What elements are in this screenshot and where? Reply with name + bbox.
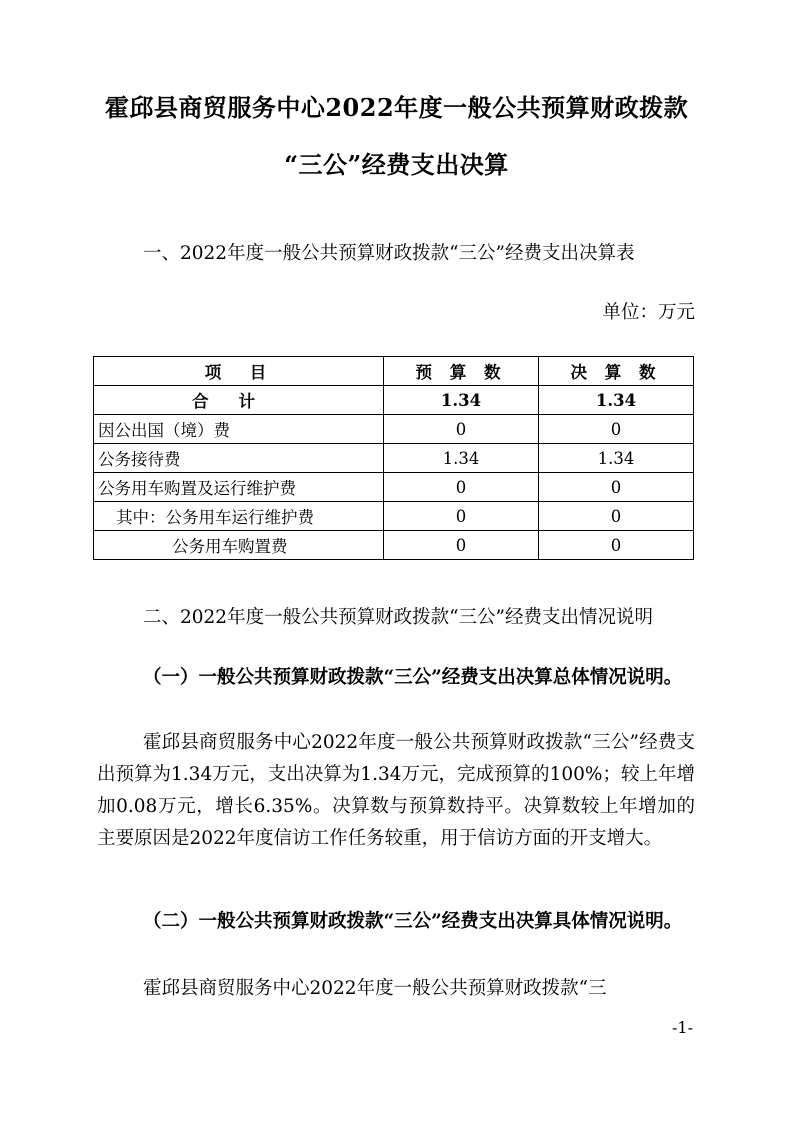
table-row <box>94 531 694 560</box>
row-actual: 0 <box>539 502 694 531</box>
table-row-total <box>94 386 694 415</box>
three-public-expenses-table <box>93 356 694 560</box>
row-label: 公务接待费 <box>94 444 384 473</box>
row-actual: 0 <box>539 415 694 444</box>
row-label: 因公出国（境）费 <box>94 415 384 444</box>
row-label: 公务用车购置及运行维护费 <box>94 473 384 502</box>
row-budget: 1.34 <box>384 386 539 415</box>
row-budget: 1.34 <box>384 444 539 473</box>
row-label: 合计 <box>94 386 384 415</box>
row-actual: 1.34 <box>539 444 694 473</box>
row-budget: 0 <box>384 502 539 531</box>
section1-heading: 一、2022年度一般公共预算财政拨款“三公”经费支出决算表 <box>143 243 635 264</box>
table-row <box>94 444 694 473</box>
subsection1-heading: （一）一般公共预算财政拨款“三公”经费支出决算总体情况说明。 <box>143 667 683 688</box>
subsection1-paragraph: 霍邱县商贸服务中心2022年度一般公共预算财政拨款“三公”经费支出预算为1.34万元，支出决算为1.34万元，完成预算的100%；较上年增加0.08万元，增长6.35%。决算数与预算数持平。决算数较上年增加的主要原因是2022年度信访工作任务较重，用于信访方面的开支增大。 <box>97 732 695 849</box>
row-budget: 0 <box>384 473 539 502</box>
table-row <box>94 502 694 531</box>
header-item: 项 目 <box>94 357 384 386</box>
header-actual: 决 算 数 <box>539 357 694 386</box>
subsection2-heading: （二）一般公共预算财政拨款“三公”经费支出决算具体情况说明。 <box>143 911 683 932</box>
row-label: 其中：公务用车运行维护费 <box>94 502 384 531</box>
document-title-line2: “三公”经费支出决算 <box>284 150 509 179</box>
table-header-row <box>94 357 694 386</box>
row-actual: 0 <box>539 473 694 502</box>
section2-heading: 二、2022年度一般公共预算财政拨款“三公”经费支出情况说明 <box>143 607 653 628</box>
row-budget: 0 <box>384 531 539 560</box>
row-budget: 0 <box>384 415 539 444</box>
page-number: -1- <box>672 1018 693 1037</box>
subsection2-paragraph: 霍邱县商贸服务中心2022年度一般公共预算财政拨款“三 <box>143 978 607 999</box>
row-label: 公务用车购置费 <box>94 531 384 560</box>
row-actual: 1.34 <box>539 386 694 415</box>
row-actual: 0 <box>539 531 694 560</box>
table-row <box>94 473 694 502</box>
header-budget: 预 算 数 <box>384 357 539 386</box>
unit-label: 单位：万元 <box>602 302 695 323</box>
document-title-line1: 霍邱县商贸服务中心2022年度一般公共预算财政拨款 <box>104 93 689 122</box>
table-row <box>94 415 694 444</box>
